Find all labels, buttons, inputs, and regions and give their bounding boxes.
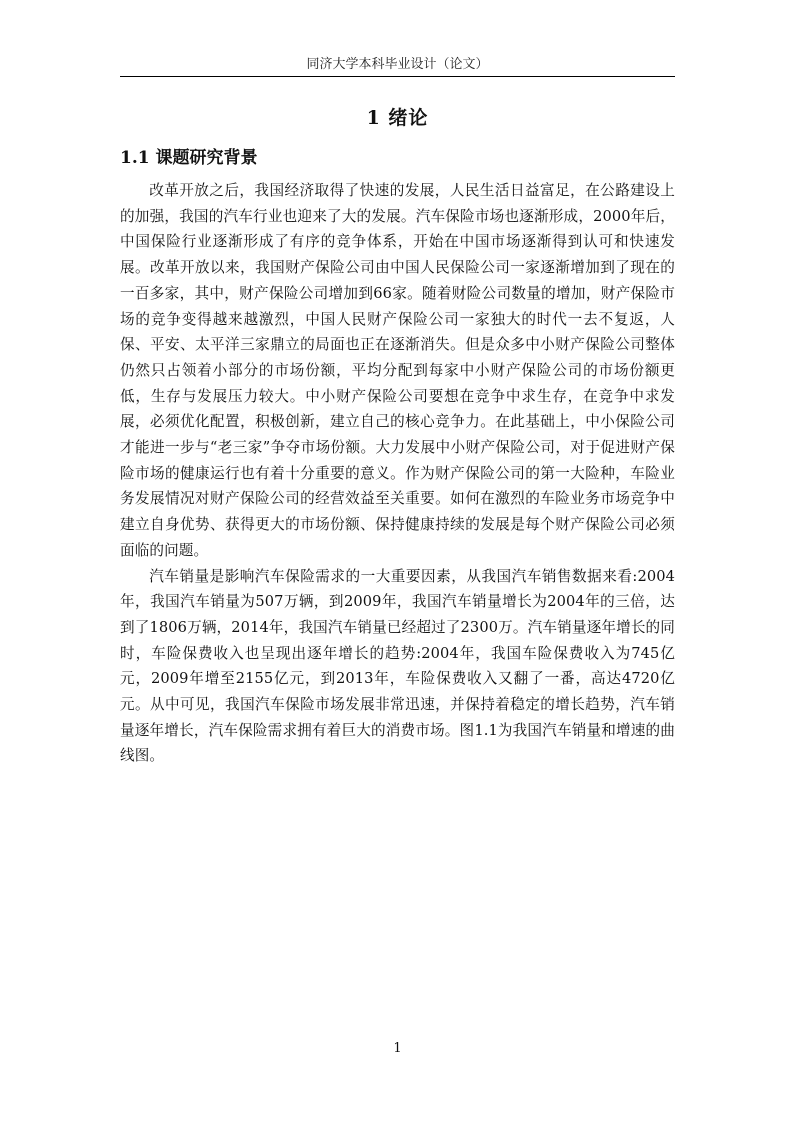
paragraph: 改革开放之后，我国经济取得了快速的发展，人民生活日益富足，在公路建设上的加强，我国的汽车行业也迎来了大的发展。汽车保险市场也逐渐形成，2000年后，中国保险行业逐渐形成了有序的竞争体系，开始在中国市场逐渐得到认可和快速发展。改革开放以来，我国财产保险公司由中国人民保险公司一家逐渐增加到了现在的一百多家，其中，财产保险公司增加到66家。随着财险公司数量的增加，财产保险市场的竞争变得越来越激烈，中国人民财产保险公司一家独大的时代一去不复返，人保、平安、太平洋三家鼎立的局面也正在逐渐消失。但是众多中小财产保险公司整体仍然只占领着小部分的市场份额，平均分配到每家中小财产保险公司的市场份额更低，生存与发展压力较大。中小财产保险公司要想在竞争中求生存，在竞争中求发展，必须优化配置，积极创新，建立自己的核心竞争力。在此基础上，中小保险公司才能进一步与“老三家”争夺市场份额。大力发展中小财产保险公司，对于促进财产保险市场的健康运行也有着十分重要的意义。作为财产保险公司的第一大险种，车险业务发展情况对财产保险公司的经营效益至关重要。如何在激烈的车险业务市场竞争中建立自身优势、获得更大的市场份额、保持健康持续的发展是每个财产保险公司必须面临的问题。 [120,182,675,559]
section-title: 1.1 课题研究背景 [120,148,258,168]
page-number: 1 [393,1041,402,1056]
body-text [120,178,675,769]
chapter-title: 1 绪论 [366,107,429,129]
running-header: 同济大学本科毕业设计（论文） [306,57,489,72]
header-rule [120,76,675,77]
paragraph: 汽车销量是影响汽车保险需求的一大重要因素，从我国汽车销售数据来看:2004年，我国汽车销量为507万辆，到2009年，我国汽车销量增长为2004年的三倍，达到了1806万辆，2014年，我国汽车销量已经超过了2300万。汽车销量逐年增长的同时，车险保费收入也呈现出逐年增长的趋势:2004年，我国车险保费收入为745亿元，2009年增至2155亿元，到2013年，车险保费收入又翻了一番，高达4720亿元。从中可见，我国汽车保险市场发展非常迅速，并保持着稳定的增长趋势，汽车销量逐年增长，汽车保险需求拥有着巨大的消费市场。图1.1为我国汽车销量和增速的曲线图。 [120,567,675,765]
